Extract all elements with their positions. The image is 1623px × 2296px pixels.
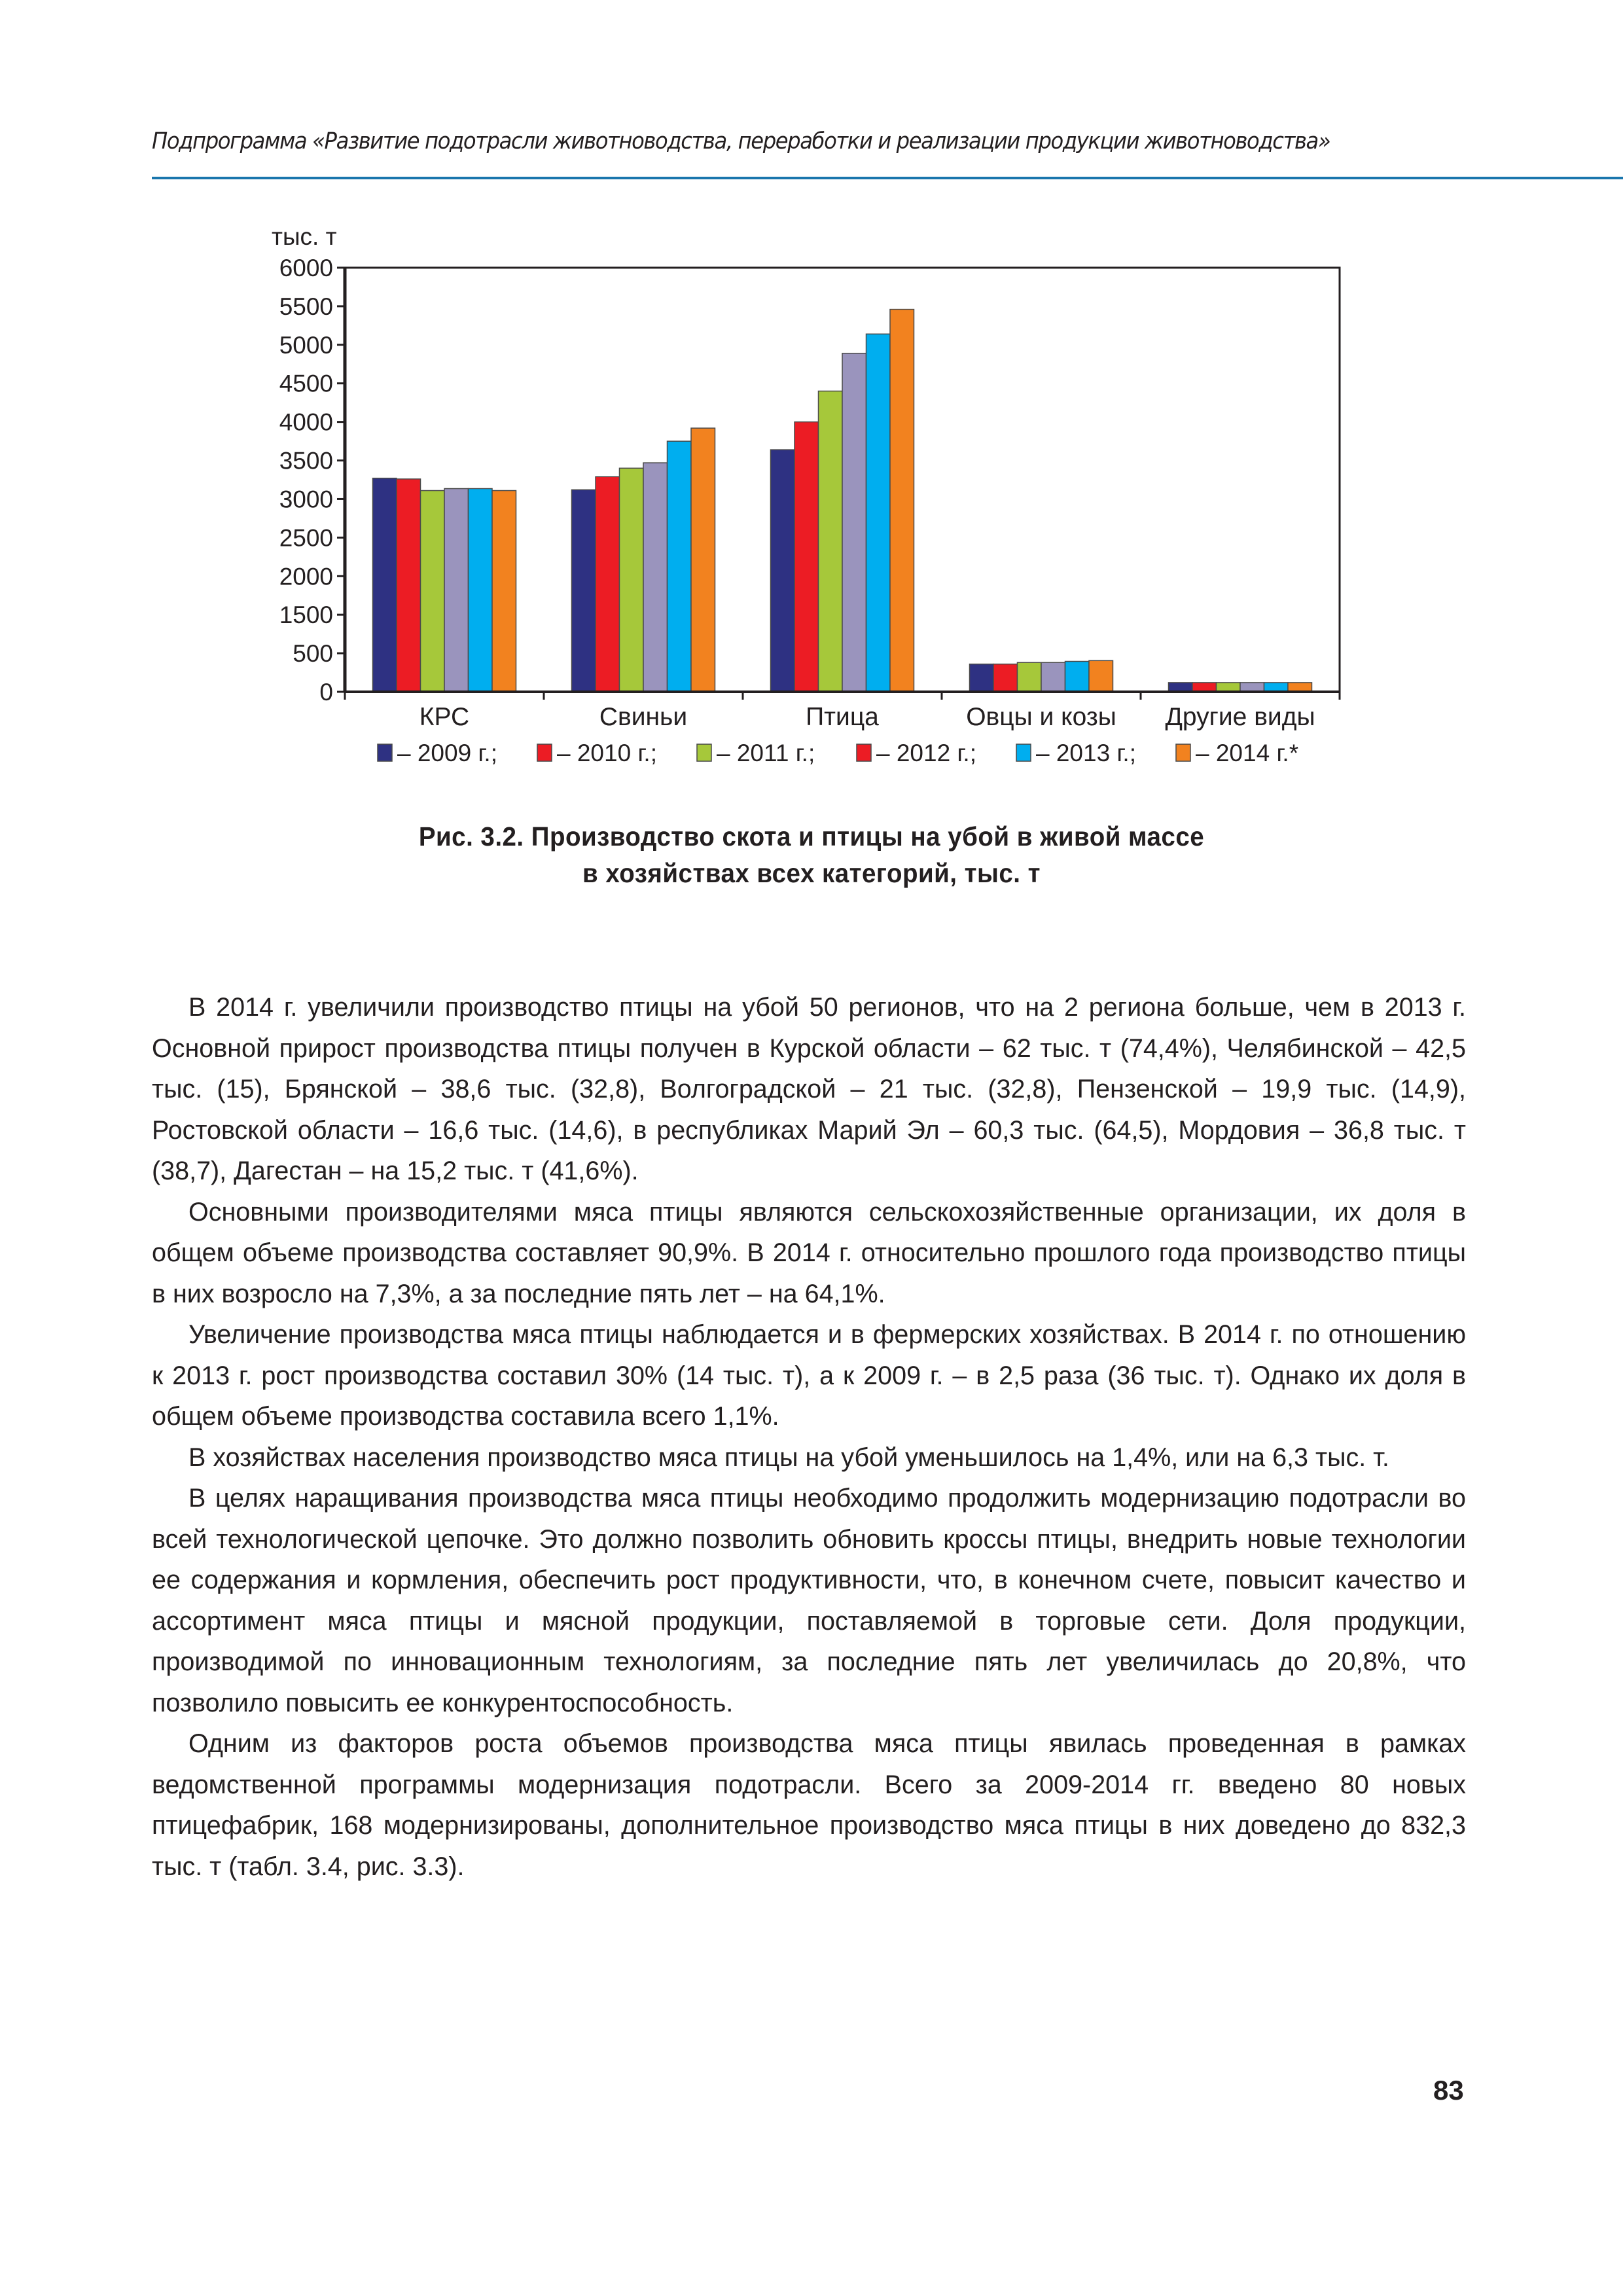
bar-2013-1	[668, 441, 692, 692]
legend-swatch	[1016, 744, 1031, 761]
bar-2009-3	[970, 664, 994, 692]
x-tick-label: Другие виды	[1165, 703, 1315, 731]
bar-2009-0	[373, 478, 397, 692]
y-tick-label: 3000	[279, 486, 333, 513]
legend-swatch	[378, 744, 392, 761]
legend-label: – 2012 г.;	[876, 740, 976, 766]
bar-2011-3	[1018, 662, 1042, 692]
bars	[373, 310, 1312, 692]
y-tick-label: 2000	[279, 563, 333, 590]
paragraph: Увеличение производства мяса птицы наблюдается и в фермерских хозяйствах. В 2014 г. по отношению к 2013 г. рост производства составил 30% (14 тыс. т), а к 2009 г. – в 2,5 раза (36 тыс. т). Однако их доля в общем объеме производства составила всего 1,1%.	[152, 1320, 1466, 1431]
y-tick-label: 3500	[279, 447, 333, 475]
bar-2013-0	[469, 489, 493, 692]
bar-2012-2	[842, 353, 866, 692]
bar-2011-4	[1217, 683, 1241, 692]
figure-caption	[0, 818, 1623, 891]
caption-line-1: Рис. 3.2. Производство скота и птицы на убой в живой массе	[418, 821, 1205, 852]
y-tick-label: 0	[319, 679, 333, 706]
y-axis-label: тыс. т	[272, 223, 337, 250]
y-tick-label: 1500	[279, 601, 333, 629]
paragraph: В целях наращивания производства мяса птицы необходимо продолжить модернизацию подотрасли во всей технологической цепочке. Это должно позволить обновить кроссы птицы, внедрить новые технологии ее содержания и кормления, обеспечить рост продуктивности, что, в конечном счете, повысит качество и ассортимент мяса птицы и мясной продукции, поставляемой в торговые сети. Доля продукции, производимой по инновационным технологиям, за последние пять лет увеличилась до 20,8%, что позволило повысить ее конкурентоспособность.	[152, 1484, 1466, 1717]
legend	[378, 740, 1298, 766]
bar-2012-4	[1240, 683, 1264, 692]
legend-label: – 2013 г.;	[1036, 740, 1136, 766]
legend-label: – 2010 г.;	[557, 740, 657, 766]
bar-2014-4	[1288, 683, 1312, 692]
x-tick-label: Свиньи	[599, 703, 688, 731]
paragraph: В хозяйствах населения производство мяса птицы на убой уменьшилось на 1,4%, или на 6,3 тыс. т.	[188, 1443, 1389, 1472]
legend-swatch	[537, 744, 552, 761]
bar-2010-2	[794, 422, 819, 692]
page-number: 83	[1433, 2075, 1464, 2106]
bar-2009-2	[771, 450, 795, 692]
bar-2011-2	[819, 391, 843, 692]
bar-2010-1	[596, 476, 620, 692]
bar-2009-4	[1169, 683, 1193, 692]
legend-swatch	[697, 744, 711, 761]
body-text	[152, 987, 1466, 1887]
y-axis-ticks	[279, 255, 345, 706]
bar-2014-2	[890, 310, 914, 692]
legend-label: – 2014 г.*	[1196, 740, 1299, 766]
bar-2014-1	[691, 428, 715, 692]
bar-2013-2	[866, 334, 891, 692]
x-tick-label: КРС	[419, 703, 470, 731]
bar-2013-4	[1264, 683, 1289, 692]
y-tick-label: 5000	[279, 331, 333, 359]
y-tick-label: 5500	[279, 293, 333, 320]
bar-2012-0	[444, 489, 469, 692]
bar-2013-3	[1065, 662, 1090, 692]
paragraph: Основными производителями мяса птицы являются сельскохозяйственные организации, их доля в общем объеме производства составляет 90,9%. В 2014 г. относительно прошлого года производство птицы в них возросло на 7,3%, а за последние пять лет – на 64,1%.	[152, 1197, 1466, 1308]
caption-line-2: в хозяйствах всех категорий, тыс. т	[582, 858, 1041, 888]
bar-2010-4	[1192, 683, 1217, 692]
y-tick-label: 2500	[279, 524, 333, 552]
legend-swatch	[1176, 744, 1190, 761]
x-axis-labels	[419, 703, 1315, 731]
bar-2010-3	[993, 664, 1018, 692]
paragraph: Одним из факторов роста объемов производства мяса птицы явилась проведенная в рамках ведомственной программы модернизация подотрасли. Всего за 2009-2014 гг. введено 80 новых птицефабрик, 168 модернизированы, дополнительное производство мяса птицы в них доведено до 832,3 тыс. т (табл. 3.4, рис. 3.3).	[152, 1729, 1466, 1881]
bar-2012-3	[1041, 662, 1065, 692]
legend-label: – 2009 г.;	[397, 740, 497, 766]
bar-2014-0	[492, 491, 516, 692]
bar-2011-0	[421, 491, 445, 692]
bar-2009-1	[572, 490, 596, 692]
bar-2011-1	[620, 468, 644, 692]
legend-swatch	[857, 744, 871, 761]
bar-chart	[0, 0, 1623, 785]
y-tick-label: 4000	[279, 408, 333, 436]
x-tick-label: Птица	[806, 703, 879, 731]
legend-label: – 2011 г.;	[717, 740, 815, 766]
bar-2010-0	[397, 479, 421, 692]
y-tick-label: 6000	[279, 255, 333, 281]
bar-2012-1	[643, 463, 668, 692]
paragraph: В 2014 г. увеличили производство птицы на убой 50 регионов, что на 2 региона больше, чем в 2013 г. Основной прирост производства птицы получен в Курской области – 62 тыс. т (74,4%), Челябинской – 42,5 тыс. (15), Брянской – 38,6 тыс. (32,8), Волгоградской – 21 тыс. (32,8), Пензенской – 19,9 тыс. (14,9), Ростовской области – 16,6 тыс. (14,6), в республиках Марий Эл – 60,3 тыс. (64,5), Мордовия – 36,8 тыс. т (38,7), Дагестан – на 15,2 тыс. т (41,6%).	[152, 993, 1466, 1185]
y-tick-label: 500	[293, 640, 333, 668]
bar-2014-3	[1089, 660, 1113, 692]
y-tick-label: 4500	[279, 370, 333, 397]
running-header: Подпрограмма «Развитие подотрасли животноводства, переработки и реализации продукции животноводства»	[152, 128, 1330, 154]
x-tick-label: Овцы и козы	[966, 703, 1116, 731]
